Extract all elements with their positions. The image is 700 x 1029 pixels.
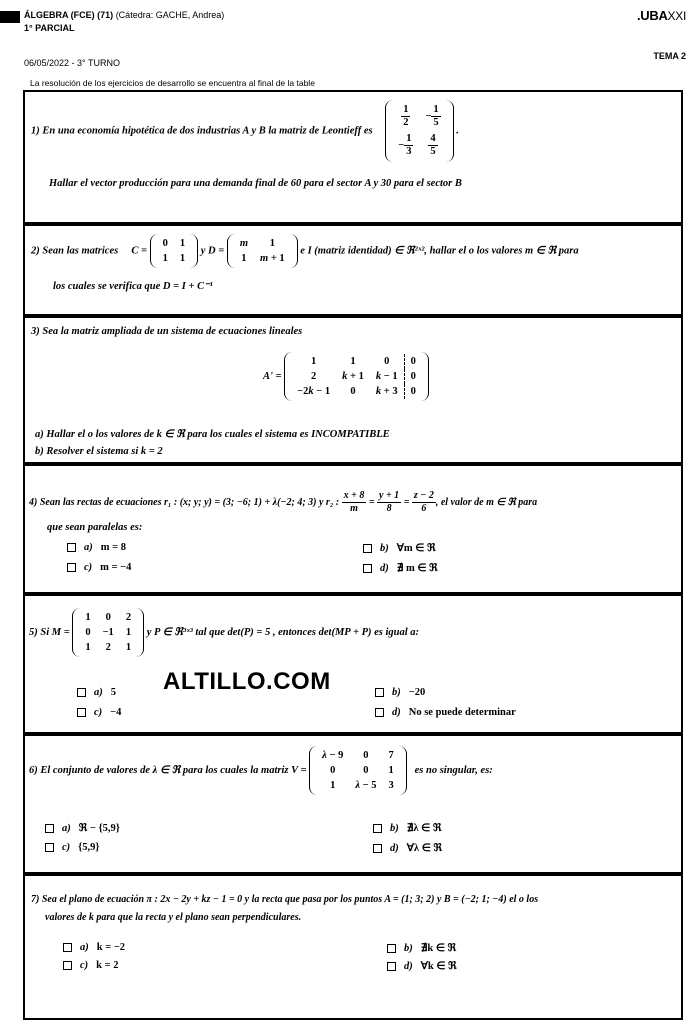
- checkbox[interactable]: [45, 824, 54, 833]
- watermark: ALTILLO.COM: [163, 668, 331, 695]
- q3-statement: 3) Sea la matriz ampliada de un sistema de ecuaciones lineales: [31, 326, 303, 337]
- checkbox[interactable]: [67, 563, 76, 572]
- q2-matrix-c: 0 1 1 1: [150, 234, 199, 268]
- checkbox[interactable]: [387, 962, 396, 971]
- q3-part-b: b) Resolver el sistema si k = 2: [35, 446, 163, 457]
- q5-option-a[interactable]: a) 5: [77, 687, 116, 698]
- q4-option-b[interactable]: b) ∀m ∈ ℜ: [363, 542, 436, 554]
- course-name: ÁLGEBRA (FCE) (71): [24, 10, 114, 20]
- resolution-note: La resolución de los ejercicios de desarrollo se encuentra al final de la table: [30, 78, 315, 88]
- q4-statement: 4) Sean las rectas de ecuaciones r₁ : (x; y; y) = (3; −6; 1) + λ(−2; 4; 3) y r₂ : $\frac{x + 8}{m}$ = $\frac{y + 1}{8}$ = $\frac{z - 2}{6}$ , el valor de m ∈ ℜ para: [29, 490, 538, 514]
- q4-option-d[interactable]: d) ∄ m ∈ ℜ: [363, 562, 438, 574]
- question-7: [23, 874, 683, 1020]
- checkbox[interactable]: [77, 688, 86, 697]
- q5-option-c[interactable]: c) −4: [77, 707, 121, 718]
- checkbox[interactable]: [375, 688, 384, 697]
- q1-task: Hallar el vector producción para una demanda final de 60 para el sector A y 30 para el sector B: [49, 178, 462, 189]
- exam-date: 06/05/2022 - 3° TURNO: [24, 58, 120, 68]
- checkbox[interactable]: [363, 544, 372, 553]
- checkbox[interactable]: [63, 961, 72, 970]
- q3-augmented-matrix: A' = 1 1 0 0 2 k + 1 k − 1 0 −2k − 1 0 k + 3 0: [263, 352, 429, 401]
- q5-option-d[interactable]: d) No se puede determinar: [375, 707, 516, 718]
- q6-option-c[interactable]: c) {5,9}: [45, 842, 100, 853]
- q7-statement-line2: valores de k para que la recta y el plano sean perpendiculares.: [45, 912, 302, 923]
- checkbox[interactable]: [45, 843, 54, 852]
- q7-option-a[interactable]: a) k = −2: [63, 942, 125, 953]
- q7-option-d[interactable]: d) ∀k ∈ ℜ: [387, 960, 457, 972]
- q5-matrix-m: 1 0 2 0 −1 1 1 2 1: [72, 608, 144, 657]
- q4-statement-line2: que sean paralelas es:: [47, 522, 143, 533]
- q5-statement: 5) Si M = 1 0 2 0 −1 1 1 2 1 y P ∈ ℜ³ˣ³ tal que det(P) = 5 , entonces det(MP + P) es igual a:: [29, 608, 419, 657]
- q1-statement: 1) En una economía hipotética de dos industrias A y B la matriz de Leontieff es $\frac{1}{2}$ − $\frac{1}{5}$ − $\frac{1}{3}$ $\frac{4}{5}$ .: [31, 100, 459, 162]
- q4-option-c[interactable]: c) m = −4: [67, 562, 131, 573]
- q6-option-a[interactable]: a) ℜ − {5,9}: [45, 822, 120, 834]
- checkbox[interactable]: [363, 564, 372, 573]
- q5-option-b[interactable]: b) −20: [375, 687, 425, 698]
- checkbox[interactable]: [63, 943, 72, 952]
- tema-label: TEMA 2: [653, 51, 686, 61]
- q1-leontief-matrix: $\frac{1}{2}$ − $\frac{1}{5}$ − $\frac{1}{3}$ $\frac{4}{5}$: [385, 100, 453, 162]
- checkbox[interactable]: [375, 708, 384, 717]
- question-1: [23, 90, 683, 224]
- header-bar-mark: [0, 11, 20, 23]
- q3-part-a: a) Hallar el o los valores de k ∈ ℜ para los cuales el sistema es INCOMPATIBLE: [35, 429, 390, 440]
- q7-option-b[interactable]: b) ∄k ∈ ℜ: [387, 942, 456, 954]
- question-2: [23, 224, 683, 316]
- question-3: [23, 316, 683, 464]
- q6-matrix-v: λ − 9 0 7 0 0 1 1 λ − 5 3: [309, 746, 407, 795]
- question-4: [23, 464, 683, 594]
- checkbox[interactable]: [373, 844, 382, 853]
- uba-logo: .UBAXXI: [636, 8, 686, 23]
- q7-statement: 7) Sea el plano de ecuación π : 2x − 2y + kz − 1 = 0 y la recta que pasa por los puntos A = (1; 3; 2) y B = (−2; 1; −4) el o los: [31, 894, 539, 905]
- q4-option-a[interactable]: a) m = 8: [67, 542, 126, 553]
- q7-option-c[interactable]: c) k = 2: [63, 960, 119, 971]
- q2-matrix-d: m 1 1 m + 1: [227, 234, 298, 268]
- checkbox[interactable]: [77, 708, 86, 717]
- q2-statement: 2) Sean las matrices C = 0 1 1 1 y D = m 1 1 m + 1 e I (matriz identidad) ∈ ℜ²ˣ², hallar el o los valores m ∈ ℜ para: [31, 234, 579, 268]
- catedra: (Cátedra: GACHE, Andrea): [115, 10, 225, 20]
- q2-condition: los cuales se verifica que D = I + C⁻¹: [53, 281, 213, 292]
- q6-option-d[interactable]: d) ∀λ ∈ ℜ: [373, 842, 442, 854]
- exam-name: 1° PARCIAL: [24, 23, 75, 33]
- checkbox[interactable]: [373, 824, 382, 833]
- course-title: [24, 10, 224, 20]
- q6-statement: 6) El conjunto de valores de λ ∈ ℜ para los cuales la matriz V = λ − 9 0 7 0 0 1 1 λ − 5 3 es no singular, es:: [29, 746, 493, 795]
- question-5: [23, 594, 683, 734]
- checkbox[interactable]: [387, 944, 396, 953]
- q6-option-b[interactable]: b) ∄λ ∈ ℜ: [373, 822, 442, 834]
- checkbox[interactable]: [67, 543, 76, 552]
- question-6: [23, 734, 683, 874]
